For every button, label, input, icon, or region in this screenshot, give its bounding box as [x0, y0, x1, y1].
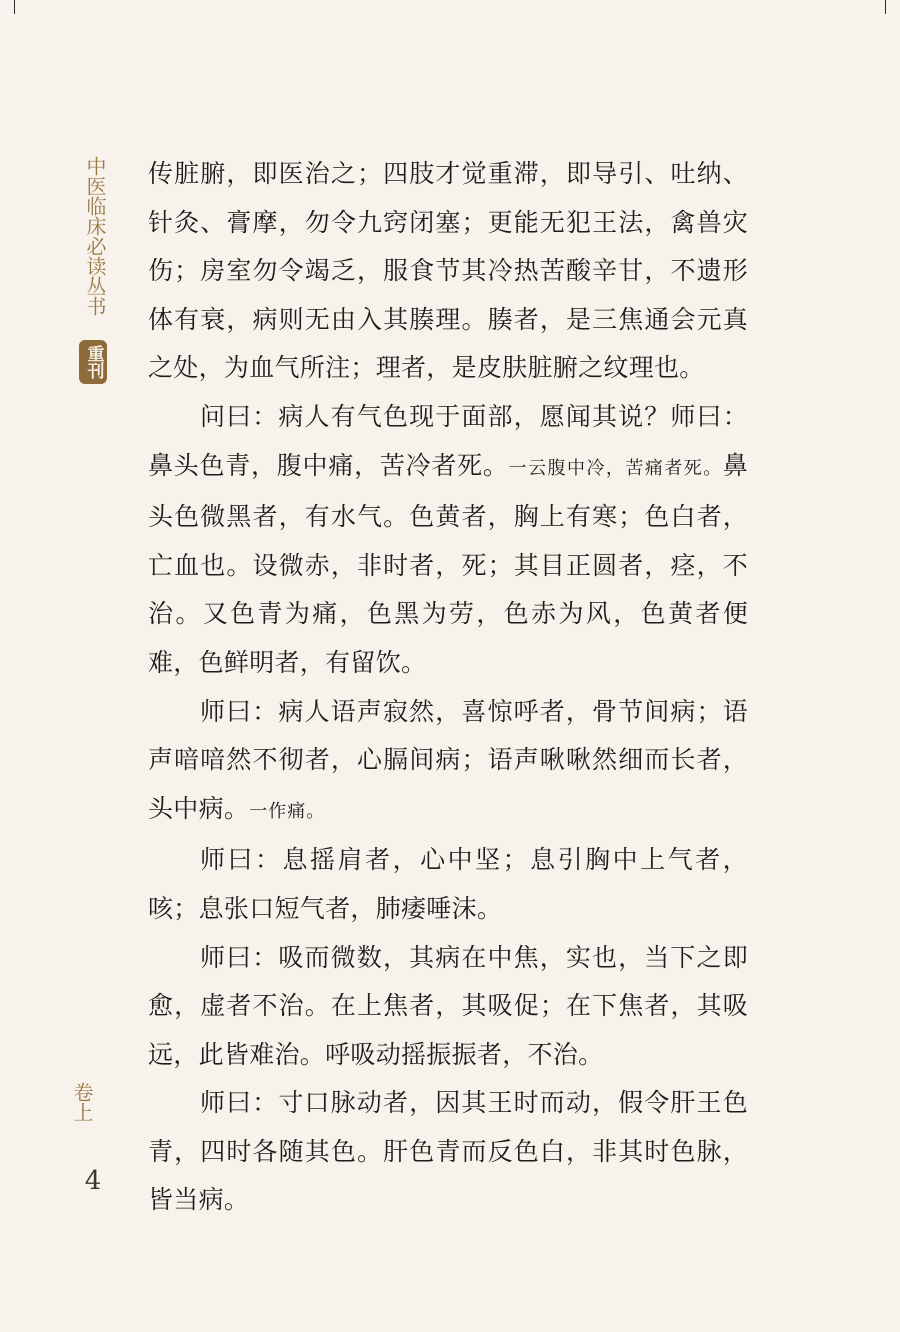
series-title: 中医临床必读丛书 [83, 156, 107, 316]
paragraph-text: 传脏腑，即医治之；四肢才觉重滞，即导引、吐纳、针灸、膏摩，勿令九窍闭塞；更能无犯王法，禽兽灾伤；房室勿令竭乏，服食节其冷热苦酸辛甘，不遗形体有衰，病则无由入其腠理。腠者，是三焦通会元真之处，为血气所注；理者，是皮肤脏腑之纹理也。 [148, 159, 748, 383]
paragraph-text: 师曰：息摇肩者，心中坚；息引胸中上气者，咳；息张口短气者，肺痿唾沫。 [148, 845, 748, 923]
crop-mark-left [14, 0, 15, 14]
volume-label: 卷上 [70, 1082, 94, 1122]
paragraph-3 [148, 688, 748, 837]
page-body [148, 150, 748, 1225]
paragraph-text: 师曰：寸口脉动者，因其王时而动，假令肝王色青，四时各随其色。肝色青而反色白，非其时色脉，皆当病。 [148, 1088, 748, 1215]
annotation-note: 一作痛。 [249, 800, 326, 822]
paragraph-6 [148, 1079, 748, 1225]
crop-mark-right [885, 0, 886, 14]
paragraph-2 [148, 393, 748, 688]
paragraph-text: 师曰：吸而微数，其病在中焦，实也，当下之即愈，虚者不治。在上焦者，其吸促；在下焦者，其吸远，此皆难治。呼吸动摇振振者，不治。 [148, 942, 748, 1069]
paragraph-text: 师曰：病人语声寂然，喜惊呼者，骨节间病；语声喑喑然不彻者，心膈间病；语声啾啾然细而长者，头中病。 [148, 696, 748, 823]
paragraph-4 [148, 836, 748, 933]
series-seal: 重刊 [79, 340, 107, 384]
annotation-note: 一云腹中冷，苦痛者死。 [508, 457, 723, 479]
paragraph-text-tail: 鼻头色微黑者，有水气。色黄者，胸上有寒；色白者，亡血也。设微赤，非时者，死；其目正圆者，痉，不治。又色青为痛，色黑为劳，色赤为风，色黄者便难，色鲜明者，有留饮。 [148, 450, 749, 677]
paragraph-5 [148, 934, 748, 1080]
paragraph-text: 问曰：病人有气色现于面部，愿闻其说？师曰：鼻头色青，腹中痛，苦冷者死。 [148, 401, 748, 480]
page-number: 4 [84, 1166, 102, 1196]
paragraph-1 [148, 150, 748, 393]
